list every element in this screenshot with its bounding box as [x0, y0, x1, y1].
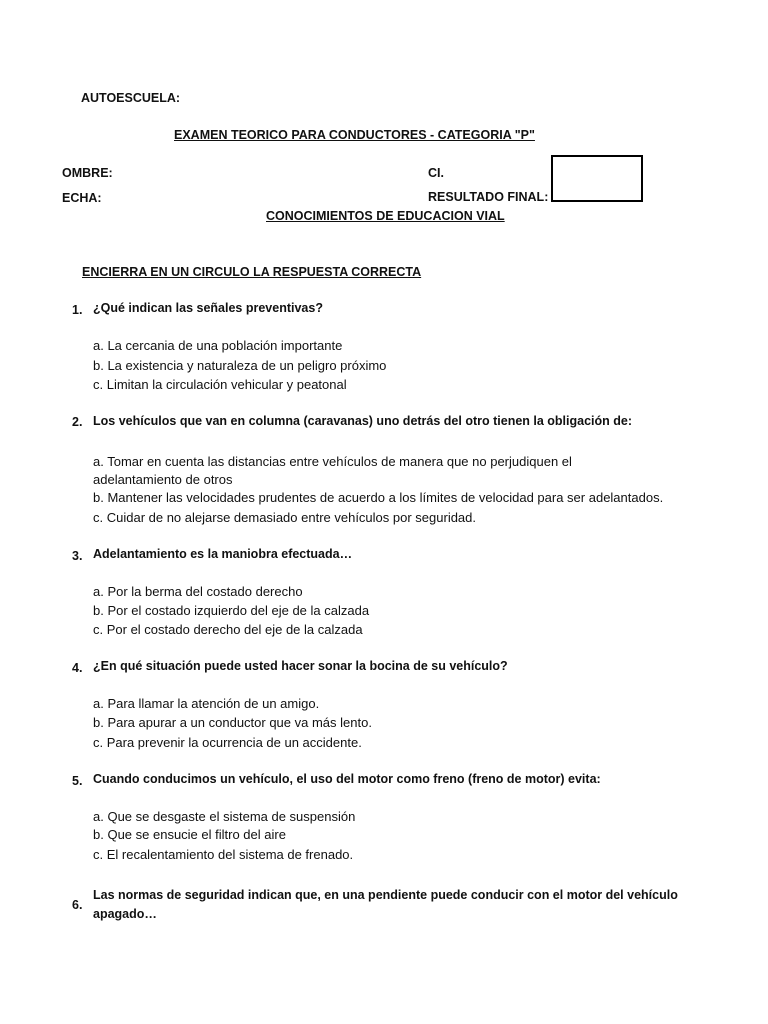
option[interactable]: b. La existencia y naturaleza de un peligro próximo	[93, 358, 387, 373]
question-text: Los vehículos que van en columna (caravanas) uno detrás del otro tienen la obligación de:	[93, 414, 633, 428]
option[interactable]: b. Mantener las velocidades prudentes de acuerdo a los límites de velocidad para ser adelantados.	[93, 490, 664, 505]
section-title: CONOCIMIENTOS DE EDUCACION VIAL	[266, 209, 505, 223]
name-label: OMBRE:	[62, 166, 113, 180]
option-continuation[interactable]: adelantamiento de otros	[93, 472, 233, 487]
exam-title: EXAMEN TEORICO PARA CONDUCTORES - CATEGORIA "P"	[174, 128, 535, 142]
option[interactable]: a. Por la berma del costado derecho	[93, 584, 303, 599]
question-number: 4.	[72, 661, 83, 675]
option[interactable]: a. La cercania de una población importante	[93, 338, 343, 353]
result-label: RESULTADO FINAL:	[428, 190, 549, 204]
question-text: Las normas de seguridad indican que, en una pendiente puede conducir con el motor del vehículo	[93, 888, 678, 902]
question-number: 5.	[72, 774, 83, 788]
option[interactable]: a. Tomar en cuenta las distancias entre vehículos de manera que no perjudiquen el	[93, 454, 572, 469]
ci-label: CI.	[428, 166, 444, 180]
option[interactable]: b. Que se ensucie el filtro del aire	[93, 827, 286, 842]
question-text: Adelantamiento es la maniobra efectuada…	[93, 547, 353, 561]
option[interactable]: a. Que se desgaste el sistema de suspensión	[93, 809, 356, 824]
question-text: ¿En qué situación puede usted hacer sonar la bocina de su vehículo?	[93, 659, 508, 673]
question-text-continuation: apagado…	[93, 907, 157, 921]
option[interactable]: a. Para llamar la atención de un amigo.	[93, 696, 320, 711]
question-number: 2.	[72, 415, 83, 429]
option[interactable]: b. Para apurar a un conductor que va más lento.	[93, 715, 372, 730]
instruction: ENCIERRA EN UN CIRCULO LA RESPUESTA CORRECTA	[82, 265, 422, 279]
question-text: Cuando conducimos un vehículo, el uso del motor como freno (freno de motor) evita:	[93, 772, 601, 786]
option[interactable]: c. Limitan la circulación vehicular y peatonal	[93, 377, 347, 392]
question-number: 3.	[72, 549, 83, 563]
option[interactable]: c. El recalentamiento del sistema de frenado.	[93, 847, 354, 862]
option[interactable]: b. Por el costado izquierdo del eje de la calzada	[93, 603, 370, 618]
option[interactable]: c. Por el costado derecho del eje de la calzada	[93, 622, 363, 637]
option[interactable]: c. Cuidar de no alejarse demasiado entre vehículos por seguridad.	[93, 510, 477, 525]
question-number: 1.	[72, 303, 83, 317]
school-label: AUTOESCUELA:	[81, 91, 181, 105]
date-label: ECHA:	[62, 191, 102, 205]
question-text: ¿Qué indican las señales preventivas?	[93, 301, 323, 315]
question-number: 6.	[72, 898, 83, 912]
result-box[interactable]	[551, 155, 643, 202]
option[interactable]: c. Para prevenir la ocurrencia de un accidente.	[93, 735, 362, 750]
